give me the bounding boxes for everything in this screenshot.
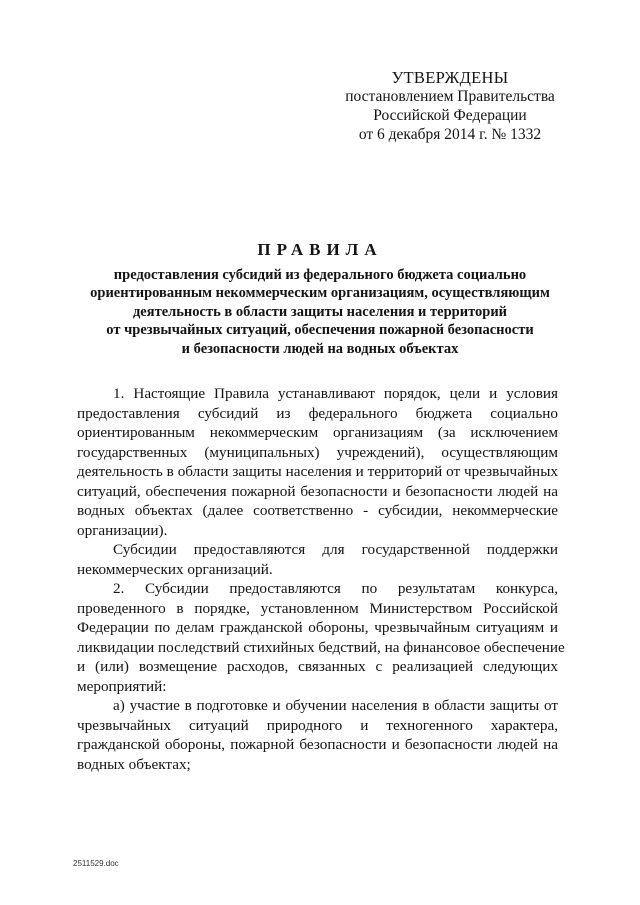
subtitle-line: и безопасности людей на водных объектах	[181, 340, 459, 357]
subtitle-line: ориентированным некоммерческим организациям, осуществляющим	[90, 285, 550, 302]
text-line: Федерации по делам гражданской обороны, чрезвычайным ситуациям и	[77, 619, 558, 636]
approval-line-1: постановлением Правительства	[345, 88, 555, 105]
text-line: предоставления субсидий из федерального бюджета социально	[77, 404, 558, 422]
subtitle-line: предоставления субсидий из федерального бюджета социально	[113, 267, 527, 283]
text-line: проведенного в порядке, установленном Министерством Российской	[77, 599, 558, 617]
paragraph-4	[77, 696, 558, 774]
approval-line-2: Российской Федерации	[373, 107, 527, 124]
paragraph-2	[77, 540, 558, 579]
subtitle-line: от чрезвычайных ситуаций, обеспечения пожарной безопасности	[106, 322, 534, 339]
approval-heading: УТВЕРЖДЕНЫ	[391, 68, 509, 87]
document-title: ПРАВИЛА	[257, 240, 383, 259]
text-line: некоммерческих организаций.	[77, 560, 273, 578]
text-line: и (или) возмещение расходов, связанных с реализацией следующих	[77, 658, 558, 675]
text-line: Субсидии предоставляются для государственной поддержки	[113, 541, 558, 558]
text-line: 2. Субсидии предоставляются по результатам конкурса,	[113, 580, 558, 597]
text-line: организации).	[77, 521, 168, 539]
text-line: водных объектах (далее соответственно - субсидии, некоммерческие	[77, 502, 558, 519]
text-line: водных объектах;	[77, 755, 191, 773]
subtitle-line: деятельность в области защиты населения и территорий	[132, 303, 508, 320]
text-line: ориентированным некоммерческим организациям (за исключением	[77, 424, 558, 441]
text-line: чрезвычайных ситуаций природного и техногенного характера,	[77, 716, 558, 734]
approval-block	[330, 68, 570, 144]
document-body	[77, 384, 565, 774]
text-line: мероприятий:	[77, 677, 167, 695]
text-line: а) участие в подготовке и обучении населения в области защиты от	[113, 697, 558, 714]
text-line: государственных (муниципальных) учреждений), осуществляющим	[77, 443, 558, 461]
file-name-footer: 2511529.doc	[73, 859, 119, 868]
text-line: ситуаций, обеспечения пожарной безопасности и безопасности людей на	[77, 482, 558, 500]
text-line: деятельность в области защиты населения и территорий от чрезвычайных	[77, 463, 558, 480]
paragraph-1	[77, 384, 558, 540]
text-line: ликвидации последствий стихийных бедствий, на финансовое обеспечение	[77, 638, 565, 656]
paragraph-3	[77, 579, 565, 696]
document-subtitle	[70, 266, 570, 358]
text-line: гражданской обороны, пожарной безопасности и безопасности людей на	[77, 736, 558, 753]
approval-line-3: от 6 декабря 2014 г. № 1332	[358, 126, 542, 143]
text-line: 1. Настоящие Правила устанавливают порядок, цели и условия	[113, 385, 558, 402]
